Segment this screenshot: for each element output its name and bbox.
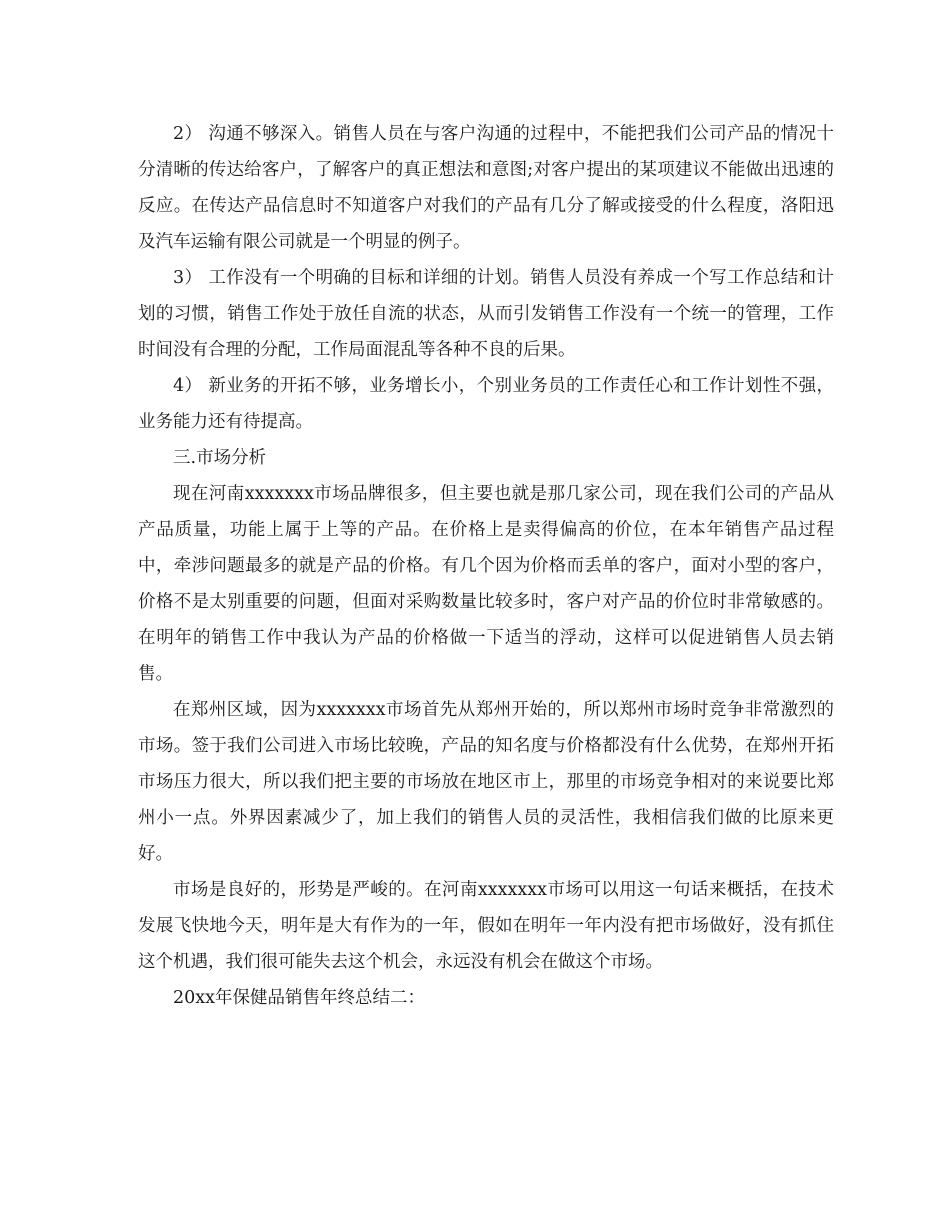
paragraph-planning: 3） 工作没有一个明确的目标和详细的计划。销售人员没有养成一个写工作总结和计划的习惯，销售工作处于放任自流的状态，从而引发销售工作没有一个统一的管理，工作时间没有合理的分配，工作局面混乱等各种不良的后果。 <box>138 268 834 360</box>
section-heading-summary-two: 20xx年保健品销售年终总结二： <box>173 988 426 1008</box>
document-body <box>138 116 834 1016</box>
paragraph-zhengzhou-region: 在郑州区域，因为xxxxxxx市场首先从郑州开始的，所以郑州市场时竞争非常激烈的市场。签于我们公司进入市场比较晚，产品的知名度与价格都没有什么优势，在郑州开拓市场压力很大，所以我们把主要的市场放在地区市上，那里的市场竞争相对的来说要比郑州小一点。外界因素减少了，加上我们的销售人员的灵活性，我相信我们做的比原来更好。 <box>138 700 834 864</box>
section-heading-market-analysis: 三.市场分析 <box>173 448 267 468</box>
paragraph-communication: 2） 沟通不够深入。销售人员在与客户沟通的过程中，不能把我们公司产品的情况十分清晰的传达给客户，了解客户的真正想法和意图;对客户提出的某项建议不能做出迅速的反应。在传达产品信息时不知道客户对我们的产品有几分了解或接受的什么程度，洛阳迅及汽车运输有限公司就是一个明显的例子。 <box>138 124 834 252</box>
paragraph-henan-market: 现在河南xxxxxxx市场品牌很多，但主要也就是那几家公司，现在我们公司的产品从产品质量，功能上属于上等的产品。在价格上是卖得偏高的价位，在本年销售产品过程中，牵涉问题最多的就是产品的价格。有几个因为价格而丢单的客户，面对小型的客户，价格不是太别重要的问题，但面对采购数量比较多时，客户对产品的价位时非常敏感的。在明年的销售工作中我认为产品的价格做一下适当的浮动，这样可以促进销售人员去销售。 <box>138 484 834 684</box>
paragraph-market-outlook: 市场是良好的，形势是严峻的。在河南xxxxxxx市场可以用这一句话来概括，在技术发展飞快地今天，明年是大有作为的一年，假如在明年一年内没有把市场做好，没有抓住这个机遇，我们很可能失去这个机会，永远没有机会在做这个市场。 <box>138 880 834 972</box>
paragraph-new-business: 4） 新业务的开拓不够，业务增长小，个别业务员的工作责任心和工作计划性不强，业务能力还有待提高。 <box>138 376 834 432</box>
